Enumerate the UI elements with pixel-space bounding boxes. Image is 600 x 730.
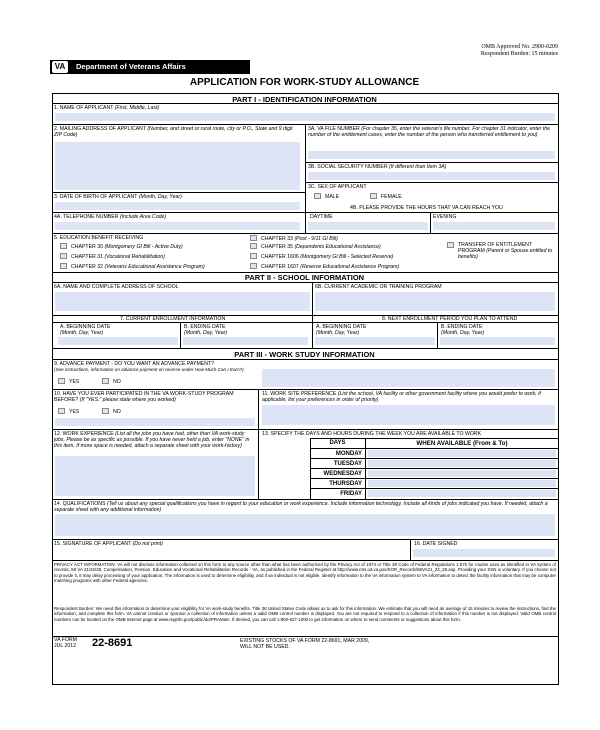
daytime-hours-input[interactable] <box>308 222 428 230</box>
academic-program-input[interactable] <box>315 292 555 311</box>
existing-stocks-text-2: WILL NOT BE USED. <box>240 644 290 650</box>
field3c-label: 3C. SEX OF APPLICANT <box>308 184 367 190</box>
day-tuesday: TUESDAY <box>333 461 362 467</box>
ch1607-label: CHAPTER 1607 (Reserve Educational Assistance Program) <box>261 264 400 270</box>
sex-male-label: MALE <box>325 194 340 200</box>
ch1606-label: CHAPTER 1606 (Montgomery GI Bill - Selected Reserve) <box>261 254 394 260</box>
transfer-label: TRANSFER OF ENTITLEMENT PROGRAM (Parent or Spouse entitled to benefits) <box>458 242 553 260</box>
sex-male-checkbox[interactable] <box>314 193 321 199</box>
respondent-burden-text: Respondent Burden: We need this information to determine your eligibility for VA work-study benefits. Title 38 United States Code allows us to ask for this information. We estimate that you will need an average of 15 minutes to review the instructions, find the information, and complete this form. VA cannot conduct or sponsor a collection of information unless a valid OMB control number is displayed. You are not required to respond to a collection of information if this number is not displayed. Valid OMB control numbers can be located on the OMB Internet page at www.reginfo.gov/public/do/PRAMain. If desired, you can call 1-800-827-1000 to get information on where to send comments or suggestions about this form. <box>54 606 556 622</box>
form-number: 22-8691 <box>92 637 133 649</box>
day-monday: MONDAY <box>335 451 362 457</box>
field3a-label: 3A. VA FILE NUMBER (For chapter 35, enter the veteran's file number. For chapter 31 indicator, enter the number of the entitlement cases, enter the number of the person who transferred entitlement to you) <box>308 126 551 138</box>
field4b-label: 4B. PLEASE PROVIDE THE HOURS THAT VA CAN REACH YOU <box>350 205 503 211</box>
ch30-label: CHAPTER 30 (Montgomery GI Bill - Active Duty) <box>71 244 183 250</box>
field7a-label: A. BEGINNING DATE (Month, Day, Year) <box>60 324 111 336</box>
ch31-label: CHAPTER 31 (Vocational Rehabilitation) <box>71 254 165 260</box>
ch32-label: CHAPTER 32 (Veterans Educational Assistance Program) <box>71 264 205 270</box>
field3-label: 3. DATE OF BIRTH OF APPLICANT (Month, Day, Year) <box>54 194 182 200</box>
ch33-label: CHAPTER 33 (Post - 9/11 GI Bill) <box>261 236 338 242</box>
date-signed-input[interactable] <box>413 549 555 557</box>
privacy-act-text: PRIVACY ACT INFORMATION: VA will not disclose information collected on this form to any source other than what has been authorized by the Privacy Act of 1974 or Title 38 Code of Federal Regulations 1.576 for routine uses as identified in VA system of records, 58 VA 21/22/28, Compensation, Pension, Education and Vocational Rehabilitation Records - VA, as published in the Federal Register at http://www.rms.oit.va.gov/SOR_Records/58VA21_22_28.asp. Providing your SSN is voluntary. If you choose not to provide it, it may delay processing of your application. The information is used to determine eligibility, and if an individual is not eligible, identify information to the VA information system to VA information to detect the facility information that may be computer matching programs with other Federal agencies. <box>54 562 556 584</box>
prior-ws-no-checkbox[interactable] <box>102 408 109 414</box>
field3b-label: 3B. SOCIAL SECURITY NUMBER (If different than Item 3A) <box>308 164 447 170</box>
agency-name: Department of Veterans Affairs <box>76 62 186 71</box>
field1-label: 1. NAME OF APPLICANT (First, Middle, Last) <box>54 105 160 111</box>
field13-label: 13. SPECIFY THE DAYS AND HOURS DURING THE WEEK YOU ARE AVAILABLE TO WORK <box>262 431 482 437</box>
field6a-label: 6A. NAME AND COMPLETE ADDRESS OF SCHOOL <box>54 284 179 290</box>
field8-label: 8. NEXT ENROLLMENT PERIOD YOU PLAN TO ATTEND <box>382 316 518 322</box>
respondent-burden: Respondent Burden: 15 minutes <box>480 51 558 57</box>
ch30-checkbox[interactable] <box>60 243 67 249</box>
ch33-checkbox[interactable] <box>250 235 257 241</box>
daytime-label: DAYTIME <box>310 214 333 220</box>
ch32-checkbox[interactable] <box>60 263 67 269</box>
existing-stocks-text: EXISTING STOCKS OF VA FORM 22-8691, MAR 2009, <box>240 638 370 644</box>
field5-label: 5. EDUCATION BENEFIT RECEIVING <box>54 235 144 241</box>
thursday-hours-input[interactable] <box>368 480 556 487</box>
field11-label: 11. WORK SITE PREFERENCE (List the school, VA facility or other government facility where you would prefer to work, if applicable, list your preferences in order of priority) <box>262 391 541 403</box>
va-file-number-input[interactable] <box>308 151 555 159</box>
field15-label: 15. SIGNATURE OF APPLICANT (Do not print) <box>54 541 163 547</box>
agency-banner <box>50 60 250 74</box>
qualifications-input[interactable] <box>55 514 555 536</box>
sex-female-label: FEMALE <box>381 194 402 200</box>
ch1606-checkbox[interactable] <box>250 253 257 259</box>
work-site-input[interactable] <box>262 405 555 425</box>
current-begin-date-input[interactable] <box>58 337 178 345</box>
evening-hours-input[interactable] <box>433 222 555 230</box>
next-begin-date-input[interactable] <box>315 337 435 345</box>
advance-no-label: NO <box>113 379 121 385</box>
form-date: JUL 2012 <box>54 643 77 649</box>
omb-number: OMB Approved No. 2900-0209 <box>481 44 558 50</box>
field12-label: 12. WORK EXPERIENCE (List all the jobs you have had, other than VA work-study jobs. Please be as specific as possible. If you have never held a job, enter "NONE" in this item. If more space is needed, attach a separate sheet with your work-history) <box>54 431 250 449</box>
sex-female-checkbox[interactable] <box>370 193 377 199</box>
tuesday-hours-input[interactable] <box>368 460 556 467</box>
field2-label: 2. MAILING ADDRESS OF APPLICANT (Number, and street or rural route, city or P.O., State and 9 digit ZIP Code) <box>54 126 293 138</box>
when-available-header: WHEN AVAILABLE (From & To) <box>416 440 508 447</box>
school-address-input[interactable] <box>55 292 310 311</box>
current-end-date-input[interactable] <box>183 337 308 345</box>
field7-label: 7. CURRENT ENROLLMENT INFORMATION <box>120 316 226 322</box>
ssn-input[interactable] <box>308 172 555 180</box>
advance-no-checkbox[interactable] <box>102 378 109 384</box>
va-form-label: VA FORM <box>54 637 77 643</box>
form-title: APPLICATION FOR WORK-STUDY ALLOWANCE <box>189 77 420 88</box>
advance-remarks-area[interactable] <box>262 369 555 387</box>
ch31-checkbox[interactable] <box>60 253 67 259</box>
day-wednesday: WEDNESDAY <box>323 471 362 477</box>
advance-yes-checkbox[interactable] <box>58 378 65 384</box>
ch1607-checkbox[interactable] <box>250 263 257 269</box>
prior-ws-where-input[interactable] <box>55 418 255 426</box>
mailing-address-input[interactable] <box>55 142 300 190</box>
next-end-date-input[interactable] <box>440 337 555 345</box>
field8a-label: A. BEGINNING DATE (Month, Day, Year) <box>316 324 367 336</box>
va-logo: VA <box>52 61 68 73</box>
field14-label: 14. QUALIFICATIONS (Tell us about any special qualifications you have in regard to your education or work experience. Include information technology. Include all kinds of jobs indicated you have. If needed, attach a separate sheet with any additional information) <box>54 501 548 513</box>
telephone-input[interactable] <box>55 222 300 230</box>
day-friday: FRIDAY <box>340 491 362 497</box>
field10-label: 10. HAVE YOU EVER PARTICIPATED IN THE VA WORK-STUDY PROGRAM BEFORE? (If "YES," please state where you worked) <box>54 391 234 403</box>
work-experience-input[interactable] <box>55 456 255 496</box>
days-header: DAYS <box>329 440 346 446</box>
part2-heading: PART II - SCHOOL INFORMATION <box>244 273 365 282</box>
applicant-name-input[interactable] <box>55 113 555 121</box>
wednesday-hours-input[interactable] <box>368 470 556 477</box>
field6b-label: 6B. CURRENT ACADEMIC OR TRAINING PROGRAM <box>315 284 442 290</box>
part1-heading: PART I - IDENTIFICATION INFORMATION <box>232 95 377 104</box>
prior-ws-no-label: NO <box>113 409 121 415</box>
transfer-checkbox[interactable] <box>447 242 454 248</box>
friday-hours-input[interactable] <box>368 490 556 497</box>
field7b-label: B. ENDING DATE (Month, Day, Year) <box>184 324 228 336</box>
evening-label: EVENING <box>433 214 457 220</box>
dob-input[interactable] <box>55 202 300 210</box>
prior-ws-yes-label: YES <box>69 409 80 415</box>
field16-label: 16. DATE SIGNED <box>414 541 458 547</box>
part3-heading: PART III - WORK STUDY INFORMATION <box>234 350 375 359</box>
monday-hours-input[interactable] <box>368 450 556 457</box>
advance-yes-label: YES <box>69 379 80 385</box>
ch35-label: CHAPTER 35 (Dependents Educational Assistance) <box>261 244 381 250</box>
day-thursday: THURSDAY <box>329 481 362 487</box>
field9-label: 9. ADVANCE PAYMENT - DO YOU WANT AN ADVANCE PAYMENT? <box>54 361 215 367</box>
field4a-label: 4A. TELEPHONE NUMBER (Include Area Code) <box>54 214 167 220</box>
field8b-label: B. ENDING DATE (Month, Day, Year) <box>441 324 485 336</box>
ch35-checkbox[interactable] <box>250 243 257 249</box>
prior-ws-yes-checkbox[interactable] <box>58 408 65 414</box>
field9-hint: (See instructions, information on advance payment on reverse under How Much Can I Earn?) <box>54 367 244 372</box>
